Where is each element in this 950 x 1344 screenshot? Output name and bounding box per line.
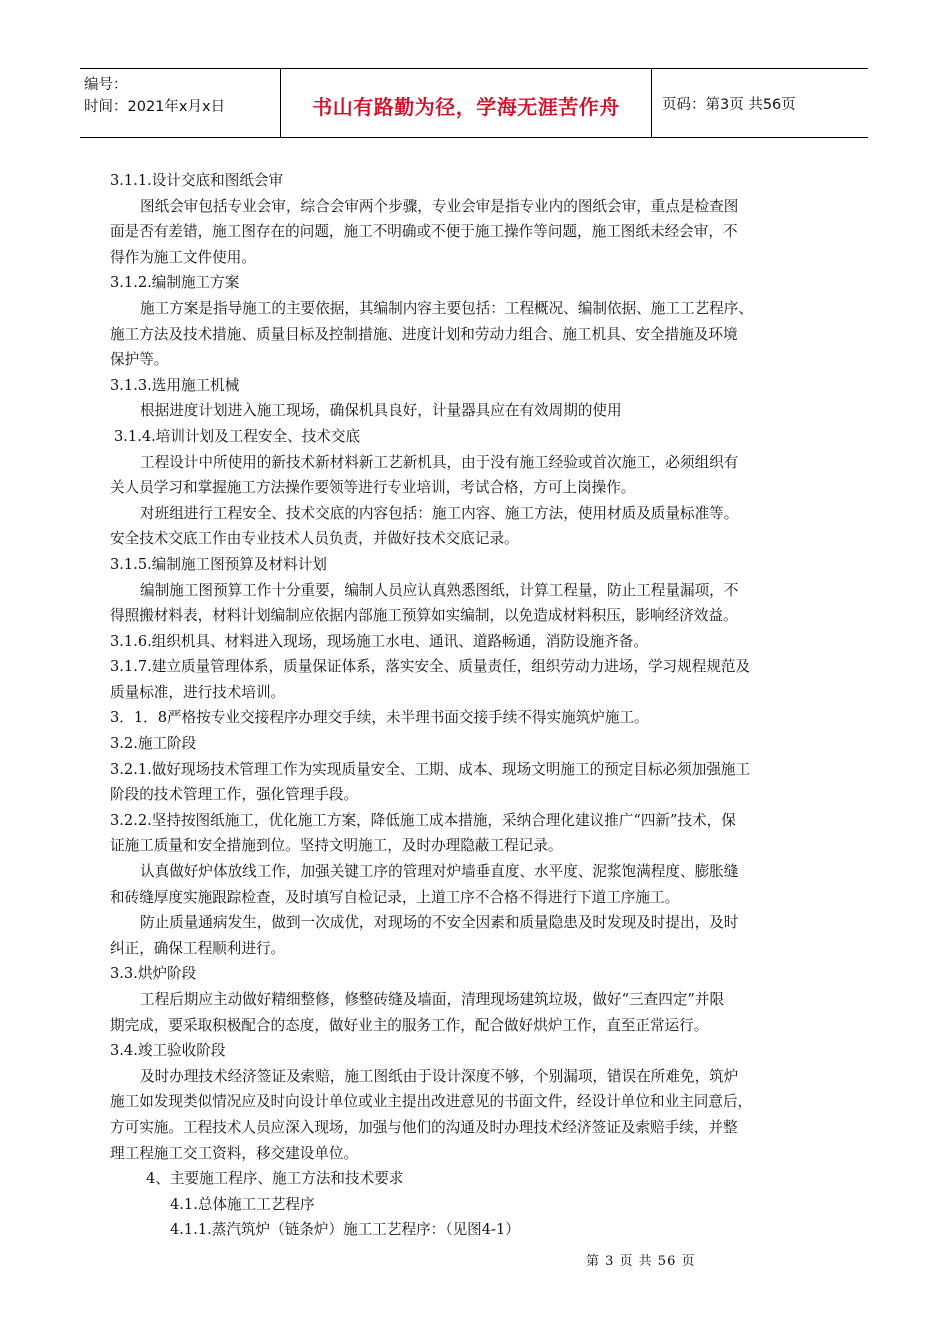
page-header <box>80 68 868 138</box>
section-heading: 3.1.5.编制施工图预算及材料计划 <box>110 555 327 573</box>
serial-label: 编号： <box>84 77 128 93</box>
section-heading: 4.1.1.蒸汽筑炉（链条炉）施工工艺程序：（见图4-1） <box>170 1221 520 1239</box>
paragraph-line: 施工方案是指导施工的主要依据，其编制内容主要包括：工程概况、编制依据、施工工艺程序、 <box>140 299 753 317</box>
section-heading: 4.1.总体施工工艺程序 <box>170 1195 315 1213</box>
paragraph-line: 和砖缝厚度实施跟踪检查，及时填写自检记录，上道工序不合格不得进行下道工序施工。 <box>110 888 680 906</box>
time-label: 时间：2021年x月x日 <box>84 99 226 115</box>
paragraph-line: 关人员学习和掌握施工方法操作要领等进行专业培训，考试合格，方可上岗操作。 <box>110 479 636 497</box>
header-page-number: 页码：第3页 共56页 <box>662 96 796 113</box>
paragraph-line: 对班组进行工程安全、技术交底的内容包括：施工内容、施工方法，使用材质及质量标准等。 <box>140 504 739 522</box>
section-heading: 3.1.4.培训计划及工程安全、技术交底 <box>114 427 361 445</box>
page-footer: 第 3 页 共 56 页 <box>586 1254 696 1269</box>
paragraph-line: 施工方法及技术措施、质量目标及控制措施、进度计划和劳动力组合、施工机具、安全措施及环境 <box>110 325 738 343</box>
section-heading: 3.3.烘炉阶段 <box>110 965 197 983</box>
paragraph-line: 得照搬材料表，材料计划编制应依据内部施工预算如实编制，以免造成材料积压，影响经济效益。 <box>110 607 738 625</box>
paragraph-line: 方可实施。工程技术人员应深入现场，加强与他们的沟通及时办理技术经济签证及索赔手续，并整 <box>110 1118 738 1136</box>
section-heading: 3.4.竣工验收阶段 <box>110 1042 226 1060</box>
document-body <box>110 168 840 1243</box>
paragraph-line: 3.2.2.坚持按图纸施工，优化施工方案，降低施工成本措施，采纳合理化建议推广“四新”技术，保 <box>110 811 736 829</box>
section-heading: 3.1.3.选用施工机械 <box>110 376 240 394</box>
header-motto: 书山有路勤为径，学海无涯苦作舟 <box>280 69 652 137</box>
paragraph-line: 阶段的技术管理工作，强化管理手段。 <box>110 786 359 804</box>
paragraph-line: 期完成，要采取积极配合的态度，做好业主的服务工作，配合做好烘炉工作，直至正常运行。 <box>110 1016 709 1034</box>
paragraph-line: 3.1.7.建立质量管理体系，质量保证体系，落实安全、质量责任，组织劳动力进场，学习规程规范及 <box>110 658 751 676</box>
section-heading: 3.1.2.编制施工方案 <box>110 274 240 292</box>
paragraph-line: 证施工质量和安全措施到位。坚持文明施工，及时办理隐蔽工程记录。 <box>110 837 563 855</box>
paragraph-line: 工程设计中所使用的新技术新材料新工艺新机具，由于没有施工经验或首次施工，必须组织有 <box>140 453 739 471</box>
paragraph-line: 安全技术交底工作由专业技术人员负责，并做好技术交底记录。 <box>110 530 519 548</box>
paragraph-line: 面是否有差错，施工图存在的问题，施工不明确或不便于施工操作等问题，施工图纸未经会审，不 <box>110 223 738 241</box>
paragraph-line: 3．1．8严格按专业交接程序办理交手续，未半理书面交接手续不得实施筑炉施工。 <box>110 709 649 727</box>
paragraph-line: 认真做好炉体放线工作，加强关键工序的管理对炉墙垂直度、水平度、泥浆饱满程度、膨胀缝 <box>140 863 739 881</box>
header-meta <box>80 69 280 137</box>
paragraph-line: 3.1.6.组织机具、材料进入现场，现场施工水电、通讯、道路畅通，消防设施齐备。 <box>110 632 648 650</box>
paragraph-line: 质量标准，进行技术培训。 <box>110 683 286 701</box>
paragraph-line: 防止质量通病发生，做到一次成优，对现场的不安全因素和质量隐患及时发现及时提出，及时 <box>140 914 739 932</box>
paragraph-line: 根据进度计划进入施工现场，确保机具良好，计量器具应在有效周期的使用 <box>140 402 622 420</box>
paragraph-line: 得作为施工文件使用。 <box>110 248 256 266</box>
paragraph-line: 编制施工图预算工作十分重要，编制人员应认真熟悉图纸，计算工程量，防止工程量漏项，不 <box>140 581 739 599</box>
paragraph-line: 纠正，确保工程顺利进行。 <box>110 939 286 957</box>
paragraph-line: 工程后期应主动做好精细整修，修整砖缝及墙面，清理现场建筑垃圾，做好“三查四定”并限 <box>140 991 725 1008</box>
paragraph-line: 保护等。 <box>110 351 169 369</box>
paragraph-line: 施工如发现类似情况应及时向设计单位或业主提出改进意见的书面文件，经设计单位和业主同意后， <box>110 1093 753 1111</box>
paragraph-line: 3.2.1.做好现场技术管理工作为实现质量安全、工期、成本、现场文明施工的预定目标必须加强施工 <box>110 760 751 778</box>
paragraph-line: 及时办理技术经济签证及索赔，施工图纸由于设计深度不够，个别漏项，错误在所难免，筑炉 <box>140 1067 739 1085</box>
paragraph-line: 理工程施工交工资料，移交建设单位。 <box>110 1144 359 1162</box>
section-heading: 4、主要施工程序、施工方法和技术要求 <box>146 1170 404 1188</box>
section-heading: 3.1.1.设计交底和图纸会审 <box>110 172 284 189</box>
paragraph-line: 图纸会审包括专业会审，综合会审两个步骤，专业会审是指专业内的图纸会审，重点是检查图 <box>140 197 739 215</box>
section-heading: 3.2.施工阶段 <box>110 735 197 753</box>
